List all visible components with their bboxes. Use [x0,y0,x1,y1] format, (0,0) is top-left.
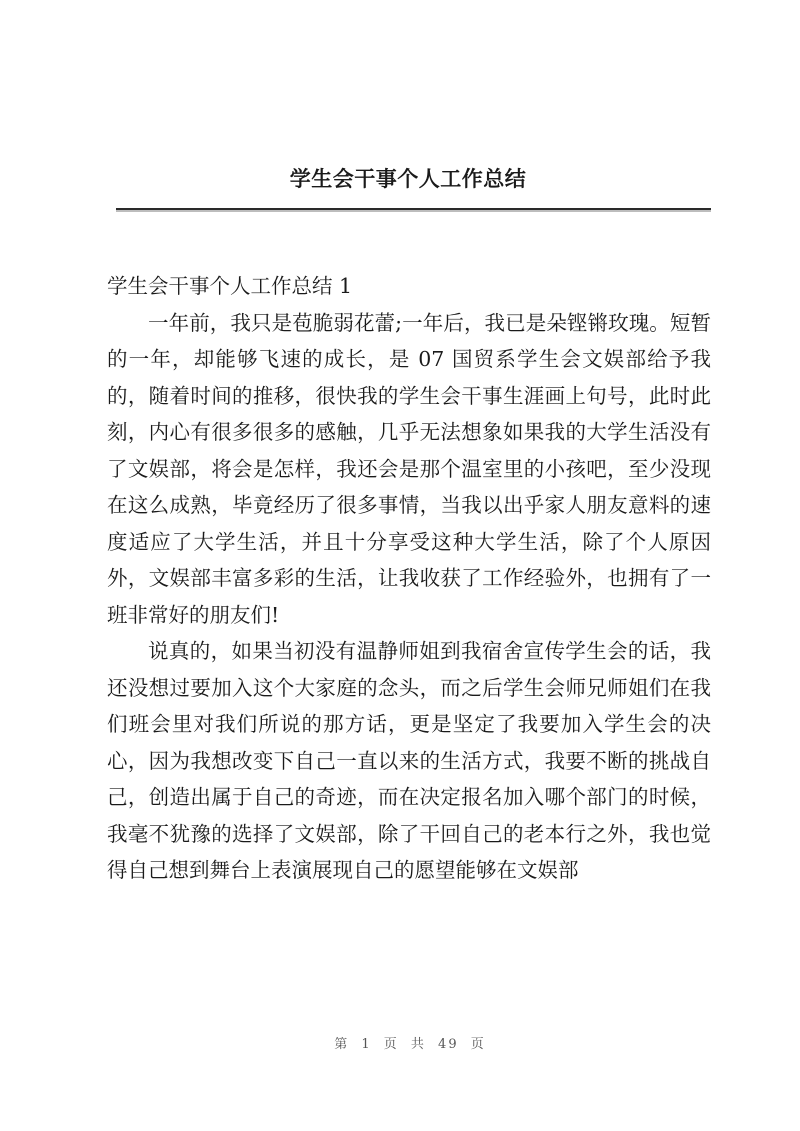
section-heading: 学生会干事个人工作总结 1 [107,274,353,298]
title-divider [116,208,711,210]
paragraph-2: 说真的，如果当初没有温静师姐到我宿舍宣传学生会的话，我还没想过要加入这个大家庭的念头，而之后学生会师兄师姐们在我们班会里对我们所说的那方话，更是坚定了我要加入学生会的决心，因为我想改变下自己一直以来的生活方式，我要不断的挑战自己，创造出属于自己的奇迹，而在决定报名加入哪个部门的时候，我毫不犹豫的选择了文娱部，除了干回自己的老本行之外，我也觉得自己想到舞台上表演展现自己的愿望能够在文娱部 [107,639,711,882]
paragraph-1: 一年前，我只是苞脆弱花蕾;一年后，我已是朵铿锵玫瑰。短暂的一年，却能够飞速的成长，是 07 国贸系学生会文娱部给予我的，随着时间的推移，很快我的学生会干事生涯画上句号，此时此刻，内心有很多很多的感触，几乎无法想象如果我的大学生活没有了文娱部，将会是怎样，我还会是那个温室里的小孩吧，至少没现在这么成熟，毕竟经历了很多事情，当我以出乎家人朋友意料的速度适应了大学生活，并且十分享受这种大学生活，除了个人原因外，文娱部丰富多彩的生活，让我收获了工作经验外，也拥有了一班非常好的朋友们! [107,310,711,627]
document-body [107,268,711,889]
page-number: 第 1 页 共 49 页 [334,1037,486,1052]
document-title: 学生会干事个人工作总结 [289,167,527,191]
